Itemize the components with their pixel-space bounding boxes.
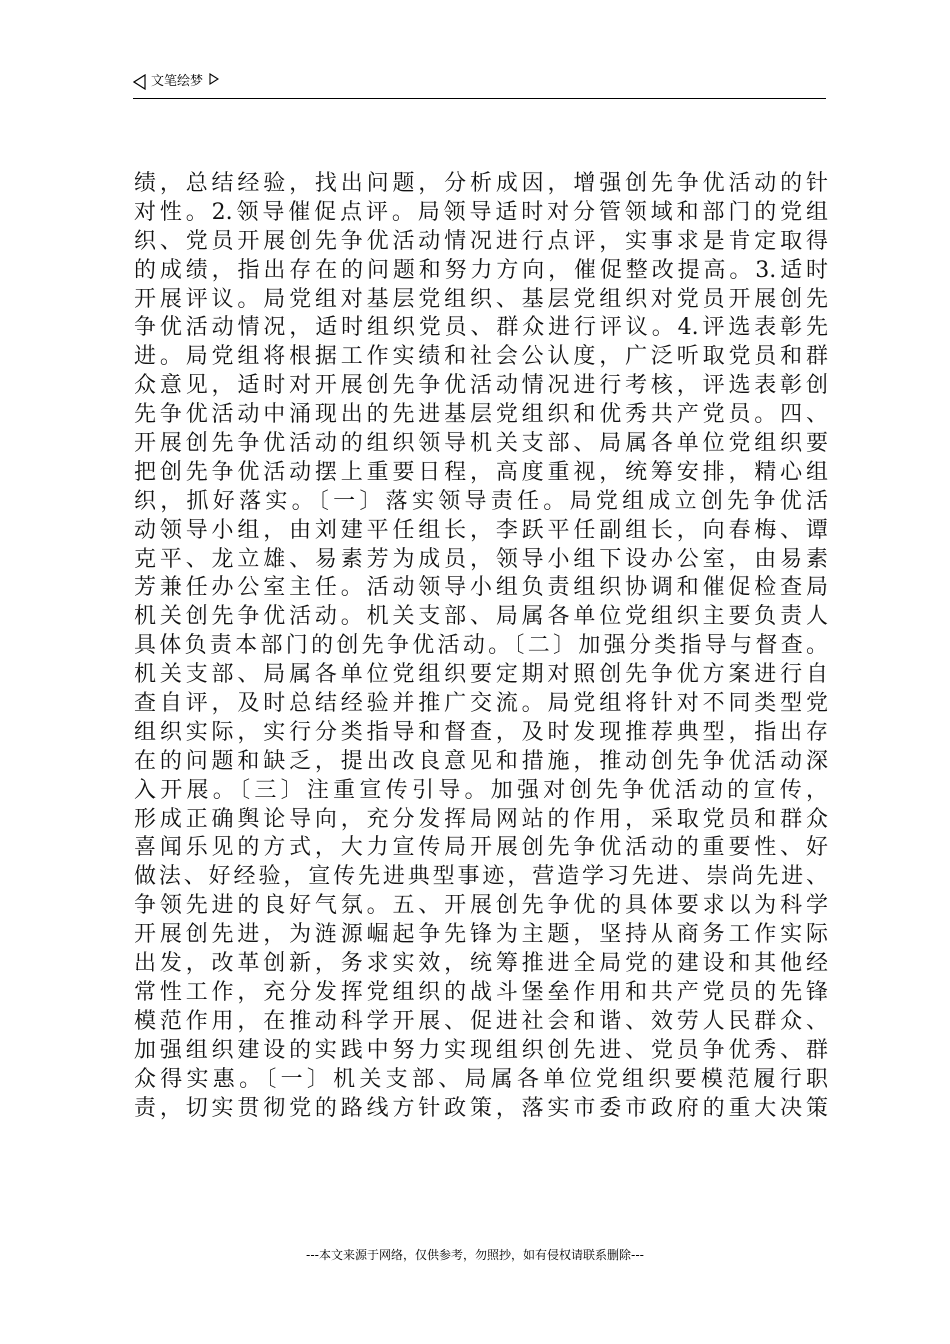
triangle-left-icon: [133, 74, 146, 90]
body-line: 把创先争优活动摆上重要日程，高度重视，统筹安排，精心组: [134, 459, 828, 485]
body-line: 喜闻乐见的方式，大力宣传局开展创先争优活动的重要性、好: [134, 835, 828, 861]
body-line: 织，抓好落实。〔一〕落实领导责任。局党组成立创先争优活: [134, 488, 828, 514]
body-line: 具体负责本部门的创先争优活动。〔二〕加强分类指导与督查。: [134, 633, 828, 659]
body-line: 对性。2.领导催促点评。局领导适时对分管领域和部门的党组: [134, 199, 828, 225]
body-line: 克平、龙立雄、易素芳为成员，领导小组下设办公室，由易素: [134, 546, 828, 572]
header-brand: [133, 72, 219, 92]
body-line: 争领先进的良好气氛。五、开展创先争优的具体要求以为科学: [134, 893, 828, 919]
body-line: 众意见，适时对开展创先争优活动情况进行考核，评选表彰创: [134, 373, 828, 399]
body-line: 的成绩，指出存在的问题和努力方向，催促整改提高。3.适时: [134, 257, 828, 283]
body-line: 责，切实贯彻党的路线方针政策，落实市委市政府的重大决策: [134, 1095, 828, 1121]
brand-text: 文笔绘梦: [151, 74, 204, 89]
footer-notice: ---本文来源于网络，仅供参考，勿照抄，如有侵权请联系删除---: [306, 1248, 644, 1262]
body-line: 众得实惠。〔一〕机关支部、局属各单位党组织要模范履行职: [134, 1066, 828, 1092]
page-header: [133, 72, 826, 99]
document-body: [134, 170, 828, 1123]
body-line: 出发，改革创新，务求实效，统筹推进全局党的建设和其他经: [134, 951, 828, 977]
body-line: 组织实际，实行分类指导和督查，及时发现推荐典型，指出存: [134, 719, 828, 745]
body-line: 模范作用，在推动科学开展、促进社会和谐、效劳人民群众、: [134, 1008, 828, 1034]
body-line: 机关支部、局属各单位党组织要定期对照创先争优方案进行自: [134, 662, 828, 688]
body-line: 进。局党组将根据工作实绩和社会公认度，广泛听取党员和群: [134, 344, 828, 370]
body-line: 开展评议。局党组对基层党组织、基层党组织对党员开展创先: [134, 286, 828, 312]
body-line: 查自评，及时总结经验并推广交流。局党组将针对不同类型党: [134, 691, 828, 717]
body-line: 芳兼任办公室主任。活动领导小组负责组织协调和催促检查局: [134, 575, 828, 601]
body-line: 绩，总结经验，找出问题，分析成因，增强创先争优活动的针: [134, 171, 828, 196]
body-line: 形成正确舆论导向，充分发挥局网站的作用，采取党员和群众: [134, 806, 828, 832]
body-line: 入开展。〔三〕注重宣传引导。加强对创先争优活动的宣传，: [134, 777, 828, 803]
body-line: 做法、好经验，宣传先进典型事迹，营造学习先进、崇尚先进、: [134, 864, 828, 890]
body-line: 开展创先进，为涟源崛起争先锋为主题，坚持从商务工作实际: [134, 922, 828, 948]
body-line: 先争优活动中涌现出的先进基层党组织和优秀共产党员。四、: [134, 402, 828, 428]
body-line: 在的问题和缺乏，提出改良意见和措施，推动创先争优活动深: [134, 748, 828, 774]
body-line: 常性工作，充分发挥党组织的战斗堡垒作用和共产党员的先锋: [134, 979, 828, 1005]
body-line: 开展创先争优活动的组织领导机关支部、局属各单位党组织要: [134, 431, 828, 457]
body-line: 机关创先争优活动。机关支部、局属各单位党组织主要负责人: [134, 604, 828, 630]
body-line: 动领导小组，由刘建平任组长，李跃平任副组长，向春梅、谭: [134, 517, 828, 543]
body-line: 织、党员开展创先争优活动情况进行点评，实事求是肯定取得: [134, 228, 828, 254]
body-line: 争优活动情况，适时组织党员、群众进行评议。4.评选表彰先: [134, 315, 828, 341]
body-line: 加强组织建设的实践中努力实现组织创先进、党员争优秀、群: [134, 1037, 828, 1063]
triangle-right-icon: [209, 73, 219, 85]
